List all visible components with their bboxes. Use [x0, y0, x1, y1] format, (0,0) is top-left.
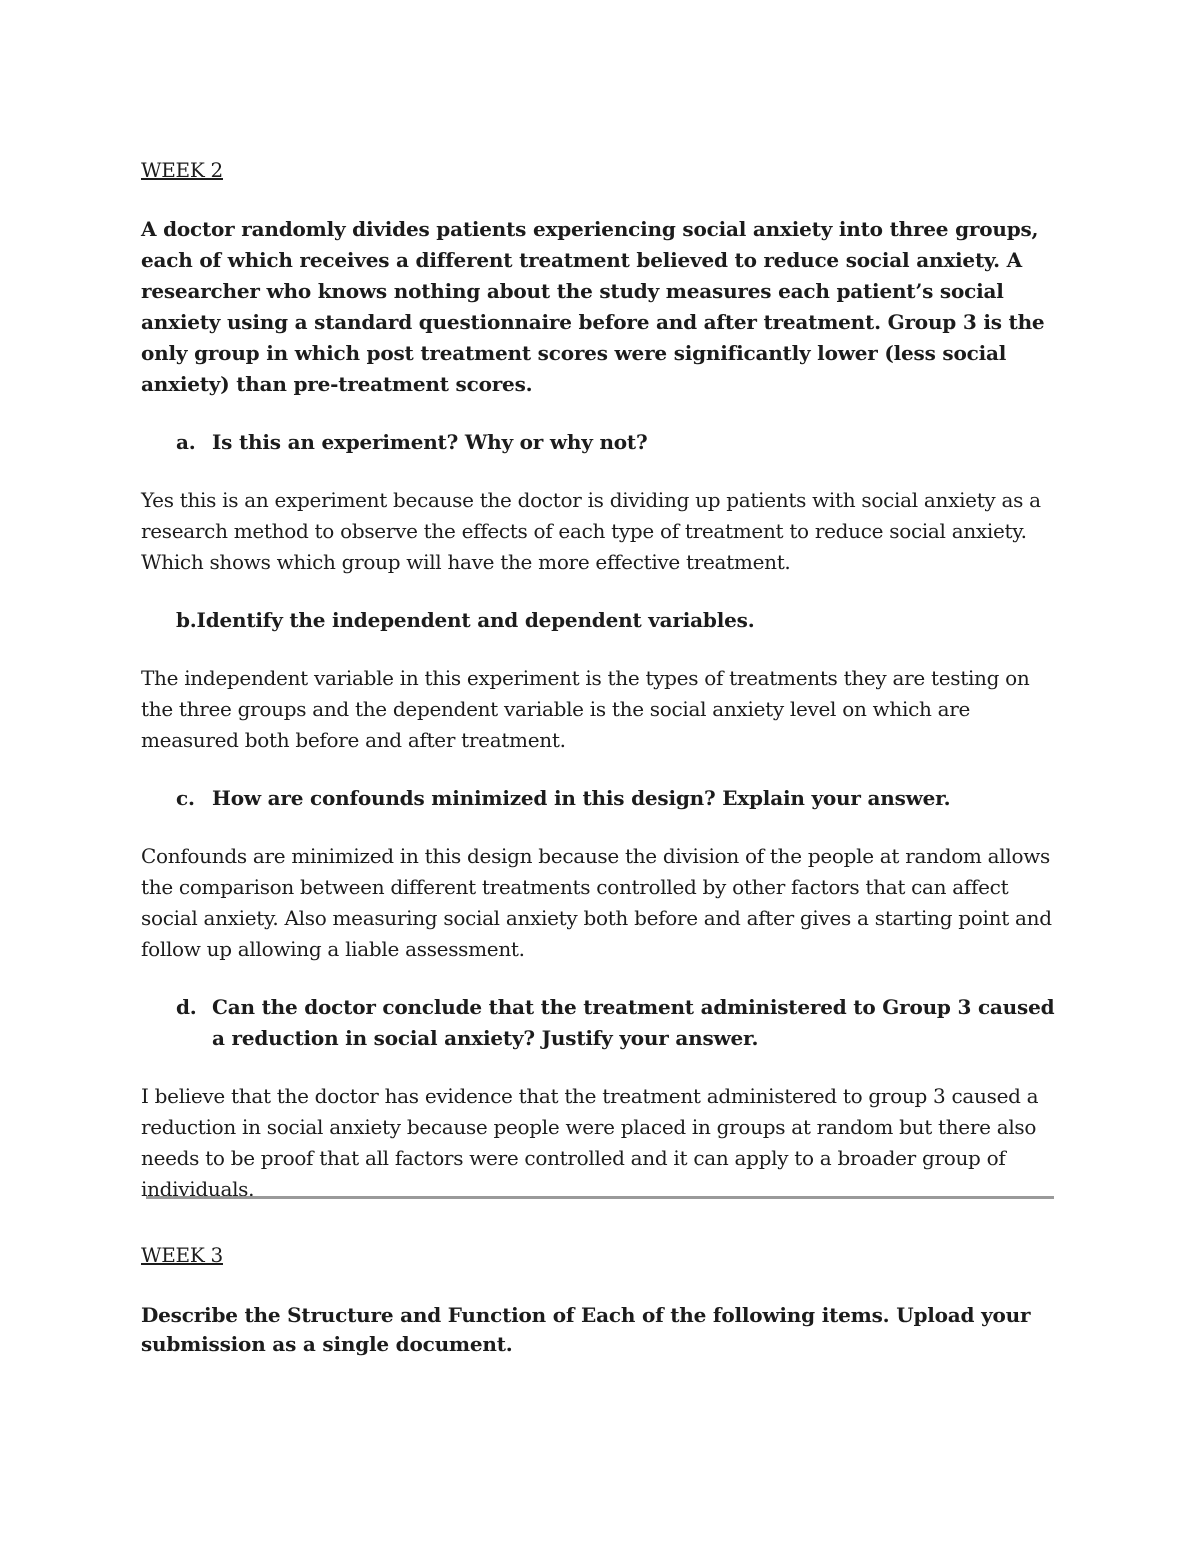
section-divider	[146, 1196, 1054, 1199]
week3-section	[141, 1240, 1061, 1359]
answer-d: I believe that the doctor has evidence that the treatment administered to group 3 caused a reduction in social anxiety because people were placed in groups at random but there also needs to be proof that all factors were controlled and it can apply to a broader group of individuals.	[141, 1084, 1039, 1201]
question-c-letter: c.	[176, 786, 195, 810]
question-a-text: Is this an experiment? Why or why not?	[212, 430, 648, 454]
question-d	[141, 992, 1061, 1054]
answer-c: Confounds are minimized in this design because the division of the people at random allows the comparison between different treatments controlled by other factors that can affect social anxiety. Also measuring social anxiety both before and after gives a starting point and follow up allowing a liable assessment.	[141, 844, 1052, 961]
week3-heading: WEEK 3	[141, 1243, 223, 1267]
answer-a: Yes this is an experiment because the doctor is dividing up patients with social anxiety as a research method to observe the effects of each type of treatment to reduce social anxiety. Which shows which group will have the more effective treatment.	[141, 488, 1041, 574]
week2-heading: WEEK 2	[141, 158, 223, 182]
question-a-letter: a.	[176, 430, 196, 454]
week3-prompt: Describe the Structure and Function of Each of the following items. Upload your submission as a single document.	[141, 1303, 1031, 1356]
answer-b: The independent variable in this experiment is the types of treatments they are testing on the three groups and the dependent variable is the social anxiety level on which are measured both before and after treatment.	[141, 666, 1030, 752]
week2-prompt: A doctor randomly divides patients experiencing social anxiety into three groups, each of which receives a different treatment believed to reduce social anxiety. A researcher who knows nothing about the study measures each patient’s social anxiety using a standard questionnaire before and after treatment. Group 3 is the only group in which post treatment scores were significantly lower (less social anxiety) than pre-treatment scores.	[141, 217, 1045, 396]
question-a	[141, 427, 1061, 458]
question-c-text: How are confounds minimized in this design? Explain your answer.	[212, 786, 951, 810]
document-page	[141, 150, 1061, 1205]
question-d-text: Can the doctor conclude that the treatment administered to Group 3 caused a reduction in social anxiety? Justify your answer.	[212, 995, 1055, 1050]
question-b-text: b.Identify the independent and dependent variables.	[176, 608, 755, 632]
question-d-letter: d.	[176, 995, 197, 1019]
question-c	[141, 783, 1061, 814]
